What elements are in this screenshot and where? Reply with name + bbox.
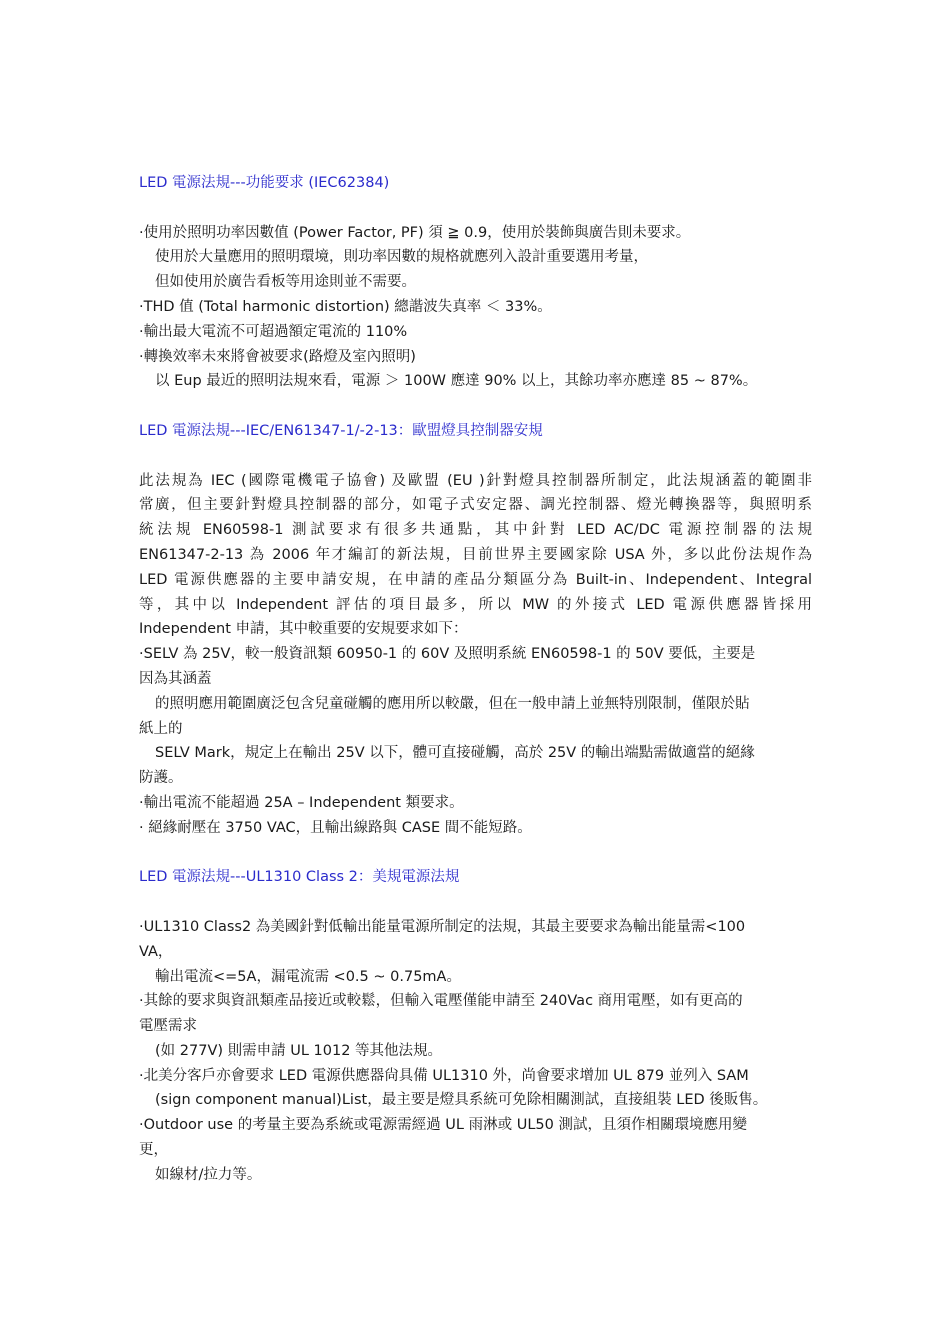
paragraph-line: · 絕緣耐壓在 3750 VAC，且輸出線路與 CASE 間不能短路。 bbox=[139, 819, 532, 836]
paragraph-line: EN61347-2-13 為 2006 年才編訂的新法規，目前世界主要國家除 USA 外，多以此份法規作為 bbox=[139, 546, 812, 563]
spacer bbox=[139, 841, 812, 866]
section-heading-iec62384: LED 電源法規---功能要求 (IEC62384) bbox=[139, 175, 390, 191]
spacer bbox=[139, 394, 812, 419]
paragraph-line: ·轉換效率未來將會被要求(路燈及室內照明) bbox=[139, 348, 416, 365]
paragraph-line: 的照明應用範圍廣泛包含兒童碰觸的應用所以較嚴，但在一般申請上並無特別限制，僅限於貼 bbox=[155, 695, 750, 712]
paragraph-line: (sign component manual)List，最主要是燈具系統可免除相關測試，直接組裝 LED 後販售。 bbox=[155, 1092, 768, 1109]
paragraph-line: ·THD 值 (Total harmonic distortion) 總諧波失真率 ＜ 33%。 bbox=[139, 298, 552, 315]
paragraph-line: ·其餘的要求與資訊類產品接近或較鬆，但輸入電壓僅能申請至 240Vac 商用電壓，如有更高的 bbox=[139, 993, 743, 1010]
paragraph-line: 以 Eup 最近的照明法規來看，電源 ＞ 100W 應達 90% 以上，其餘功率亦應達 85 ~ 87%。 bbox=[155, 373, 758, 390]
spacer bbox=[139, 890, 812, 915]
paragraph-line: 防護。 bbox=[139, 770, 183, 787]
paragraph-line: 但如使用於廣告看板等用途則並不需要。 bbox=[155, 274, 416, 291]
paragraph-line: VA， bbox=[139, 943, 173, 960]
paragraph-line: LED 電源供應器的主要申請安規，在申請的產品分類區分為 Built-in、Independent、Integral bbox=[139, 571, 812, 588]
paragraph-line: SELV Mark，規定上在輸出 25V 以下，體可直接碰觸，高於 25V 的輸出端點需做適當的絕緣 bbox=[155, 745, 755, 762]
section-heading-en61347: LED 電源法規---IEC/EN61347-1/-2-13：歐盟燈具控制器安規 bbox=[139, 422, 543, 439]
paragraph-line: ·使用於照明功率因數值 (Power Factor, PF) 須 ≧ 0.9，使用於裝飾與廣告則未要求。 bbox=[139, 224, 691, 241]
paragraph-line: 因為其涵蓋 bbox=[139, 670, 212, 687]
paragraph-line: 常廣，但主要針對燈具控制器的部分，如電子式安定器、調光控制器、燈光轉換器等，與照明系 bbox=[139, 497, 812, 514]
paragraph-line: Independent 申請，其中較重要的安規要求如下： bbox=[139, 621, 468, 638]
paragraph-line: ·輸出電流不能超過 25A – Independent 類要求。 bbox=[139, 794, 464, 811]
paragraph-line: 使用於大量應用的照明環境，則功率因數的規格就應列入設計重要選用考量， bbox=[155, 249, 648, 266]
paragraph-line: ·Outdoor use 的考量主要為系統或電源需經過 UL 雨淋或 UL50 測試，且須作相關環境應用變 bbox=[139, 1117, 747, 1134]
spacer bbox=[139, 444, 812, 469]
paragraph-line: 輸出電流<=5A，漏電流需 <0.5 ~ 0.75mA。 bbox=[155, 968, 461, 985]
paragraph-line: 統法規 EN60598-1 測試要求有很多共通點，其中針對 LED AC/DC 電源控制器的法規 bbox=[139, 522, 812, 539]
paragraph-line: ·SELV 為 25V，較一般資訊類 60950-1 的 60V 及照明系統 EN60598-1 的 50V 要低，主要是 bbox=[139, 646, 756, 663]
paragraph-line: ·輸出最大電流不可超過額定電流的 110% bbox=[139, 323, 408, 340]
paragraph-line: 更， bbox=[139, 1142, 168, 1159]
paragraph-line: 電壓需求 bbox=[139, 1018, 197, 1035]
paragraph-line: 等，其中以 Independent 評估的項目最多，所以 MW 的外接式 LED 電源供應器皆採用 bbox=[139, 596, 812, 613]
paragraph-line: (如 277V) 則需申請 UL 1012 等其他法規。 bbox=[155, 1042, 443, 1059]
paragraph-line: ·UL1310 Class2 為美國針對低輸出能量電源所制定的法規，其最主要要求為輸出能量需<100 bbox=[139, 918, 746, 935]
paragraph-line: 紙上的 bbox=[139, 720, 183, 737]
paragraph-line: 如線材/拉力等。 bbox=[155, 1166, 262, 1183]
document-body bbox=[139, 171, 812, 1188]
paragraph-line: 此法規為 IEC (國際電機電子協會) 及歐盟 (EU )針對燈具控制器所制定，此法規涵蓋的範圍非 bbox=[139, 472, 812, 489]
spacer bbox=[139, 196, 812, 221]
section-heading-ul1310: LED 電源法規---UL1310 Class 2：美規電源法規 bbox=[139, 869, 460, 886]
paragraph-line: ·北美分客戶亦會要求 LED 電源供應器尙具備 UL1310 外，尚會要求增加 UL 879 並列入 SAM bbox=[139, 1067, 749, 1084]
